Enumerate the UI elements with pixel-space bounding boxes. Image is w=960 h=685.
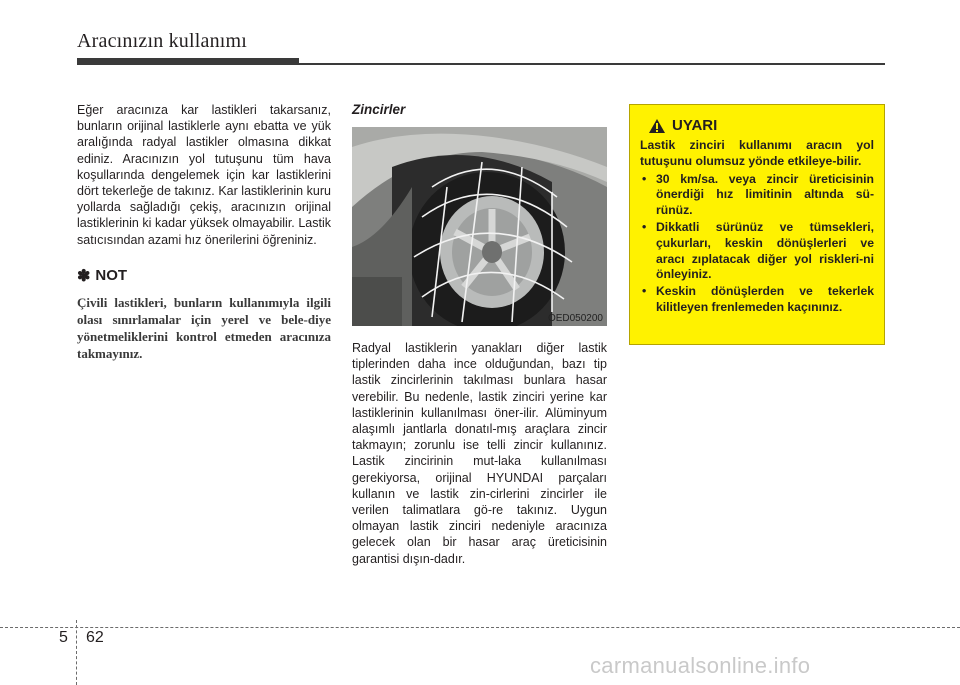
warning-triangle-icon [648, 118, 666, 134]
note-label: NOT [95, 267, 128, 285]
section-title-chains: Zincirler [352, 102, 406, 117]
warning-label: UYARI [672, 117, 718, 134]
header-rule-thick [77, 58, 299, 65]
figure-code: OED050200 [547, 313, 603, 324]
warning-list [640, 172, 874, 316]
footer-rule [0, 627, 960, 628]
tire-chain-photo [352, 127, 607, 326]
chains-paragraph: Radyal lastiklerin yanakları diğer lastik tiplerinden daha ince olduğundan, bazı tip lastik zincirlerinin takılması bunlara hasar verebilir. Bu nedenle, lastik zinciri yerine kar lastiklerinin kullanılması öner-ilir. Alüminyum alaşımlı jantlarla donatıl-mış araçlara zincir takmayın; zorunlu ise telli zincir kullanınız. Lastik zincirinin mut-laka kullanılması gerekiyorsa, orijinal HYUNDAI parçaları kullanın ve lastik zin-cirlerini zincirler ile verilen talimatlara gö-re takınız. Uygun olmayan lastik zinciri nedeniyle aracınıza gelecek olan bir hasar araç üreticisinin garantisi dışın-dadır. [352, 341, 607, 566]
note-star-icon: ✽ [77, 267, 91, 285]
warning-list-item: • 30 km/sa. veya zincir üreticisinin önerdiği hız limitinin altında sü-rünüz. [642, 171, 874, 218]
intro-paragraph: Eğer aracınıza kar lastikleri takarsanız, bunların orijinal lastiklerle aynı ebatta ve yük aralığında radyal lastikler olmasına dikkat ediniz. Aracınızın yol tutuşunu tüm hava koşullarında dengelemek için kar lastiklerini dört tekerleğe de takınız. Kar lastiklerinin kuru yollarda sağladığı çekiş, aracınızın orijinal lastiklerinin ki kadar yüksek olmayabilir. Lastik satıcısından azami hız önerilerini öğreniniz. [77, 103, 331, 247]
middle-column [352, 102, 607, 567]
note-text: Çivili lastikleri, bunların kullanımıyla ilgili olası sınırlamalar için yerel ve bele-diye yönetmeliklerini kontrol etmeden aracınıza takmayınız. [77, 294, 331, 361]
footer-divider [76, 620, 77, 685]
page-header-title: Aracınızın kullanımı [77, 30, 248, 52]
warning-list-item: • Keskin dönüşlerden ve tekerlek kilitleyen frenlemeden kaçınınız. [642, 284, 874, 314]
note-heading [77, 266, 331, 286]
warning-intro: Lastik zinciri kullanımı aracın yol tutuşunu olumsuz yönde etkileye-bilir. [640, 138, 874, 168]
header-rule-thin [299, 63, 885, 65]
tire-chain-illustration [352, 127, 607, 326]
watermark: carmanualsonline.info [590, 653, 811, 678]
warning-box [629, 104, 885, 345]
page-number: 62 [86, 629, 104, 646]
warning-list-item: • Dikkatli sürünüz ve tümsekleri, çukurları, keskin dönüşlerleri ve aracı zıplatacak diğer yol riskleri-ni önleyiniz. [642, 219, 874, 282]
left-column [77, 102, 331, 362]
chapter-number: 5 [59, 629, 68, 646]
warning-heading [648, 117, 874, 134]
